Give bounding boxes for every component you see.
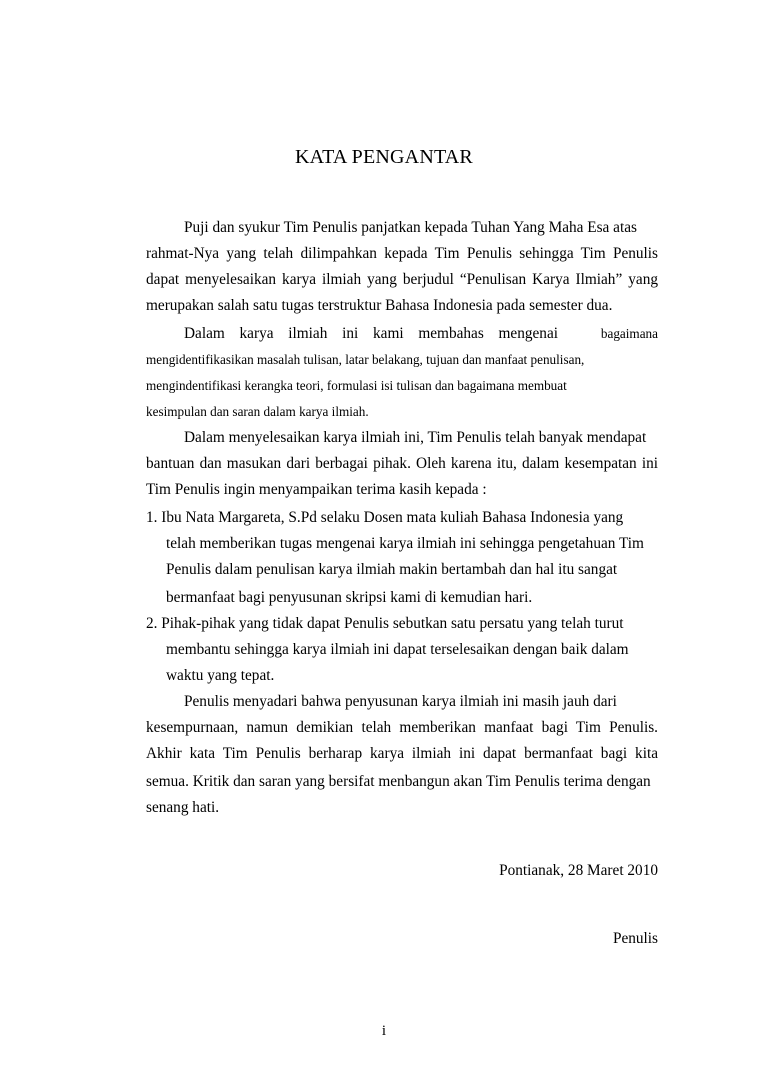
paragraph-line: bantuan dan masukan dari berbagai pihak. Oleh karena itu, dalam kesempatan ini — [146, 455, 658, 472]
signature: Penulis — [612, 930, 658, 947]
list-item: 2. Pihak-pihak yang tidak dapat Penulis sebutkan satu persatu yang telah turut — [146, 615, 624, 632]
paragraph-line: Dalam menyelesaikan karya ilmiah ini, Tim Penulis telah banyak mendapat — [184, 429, 647, 446]
paragraph-line: kesempurnaan, namun demikian telah memberikan manfaat bagi Tim Penulis. — [146, 719, 658, 736]
paragraph-line: senang hati. — [146, 799, 220, 816]
list-item-line: Penulis dalam penulisan karya ilmiah makin bertambah dan hal itu sangat — [166, 561, 618, 578]
paragraph-line: Puji dan syukur Tim Penulis panjatkan kepada Tuhan Yang Maha Esa atas — [184, 219, 637, 236]
paragraph-text-main — [184, 324, 558, 344]
list-item-line: bermanfaat bagi penyusunan skripsi kami di kemudian hari. — [166, 589, 533, 606]
list-item: 1. Ibu Nata Margareta, S.Pd selaku Dosen mata kuliah Bahasa Indonesia yang — [146, 509, 624, 526]
paragraph-line: Akhir kata Tim Penulis berharap karya ilmiah ini dapat bermanfaat bagi kita — [146, 745, 658, 762]
paragraph-line: Tim Penulis ingin menyampaikan terima kasih kepada : — [146, 481, 487, 498]
paragraph-line: rahmat-Nya yang telah dilimpahkan kepada Tim Penulis sehingga Tim Penulis — [146, 245, 658, 262]
list-item-line: waktu yang tepat. — [166, 667, 275, 684]
page-title: KATA PENGANTAR — [295, 146, 473, 168]
paragraph-line: merupakan salah satu tugas terstruktur Bahasa Indonesia pada semester dua. — [146, 297, 613, 314]
paragraph-text: Dalam karya ilmiah ini kami membahas mengenai — [184, 325, 558, 342]
paragraph-line: mengindentifikasi kerangka teori, formulasi isi tulisan dan bagaimana membuat — [146, 378, 567, 393]
paragraph-line: kesimpulan dan saran dalam karya ilmiah. — [146, 404, 369, 419]
paragraph-line: mengidentifikasikan masalah tulisan, latar belakang, tujuan dan manfaat penulisan, — [146, 352, 585, 367]
paragraph-line: dapat menyelesaikan karya ilmiah yang berjudul “Penulisan Karya Ilmiah” yang — [146, 271, 658, 288]
list-item-line: membantu sehingga karya ilmiah ini dapat terselesaikan dengan baik dalam — [166, 641, 629, 658]
paragraph-line — [184, 324, 658, 344]
page-number: i — [381, 1023, 387, 1039]
place-date: Pontianak, 28 Maret 2010 — [499, 862, 658, 879]
list-item-line: telah memberikan tugas mengenai karya ilmiah ini sehingga pengetahuan Tim — [166, 535, 644, 552]
paragraph-line: semua. Kritik dan saran yang bersifat menbangun akan Tim Penulis terima dengan — [146, 773, 651, 790]
paragraph-line: Penulis menyadari bahwa penyusunan karya ilmiah ini masih jauh dari — [184, 693, 617, 710]
paragraph-text-small: bagaimana — [600, 326, 658, 341]
